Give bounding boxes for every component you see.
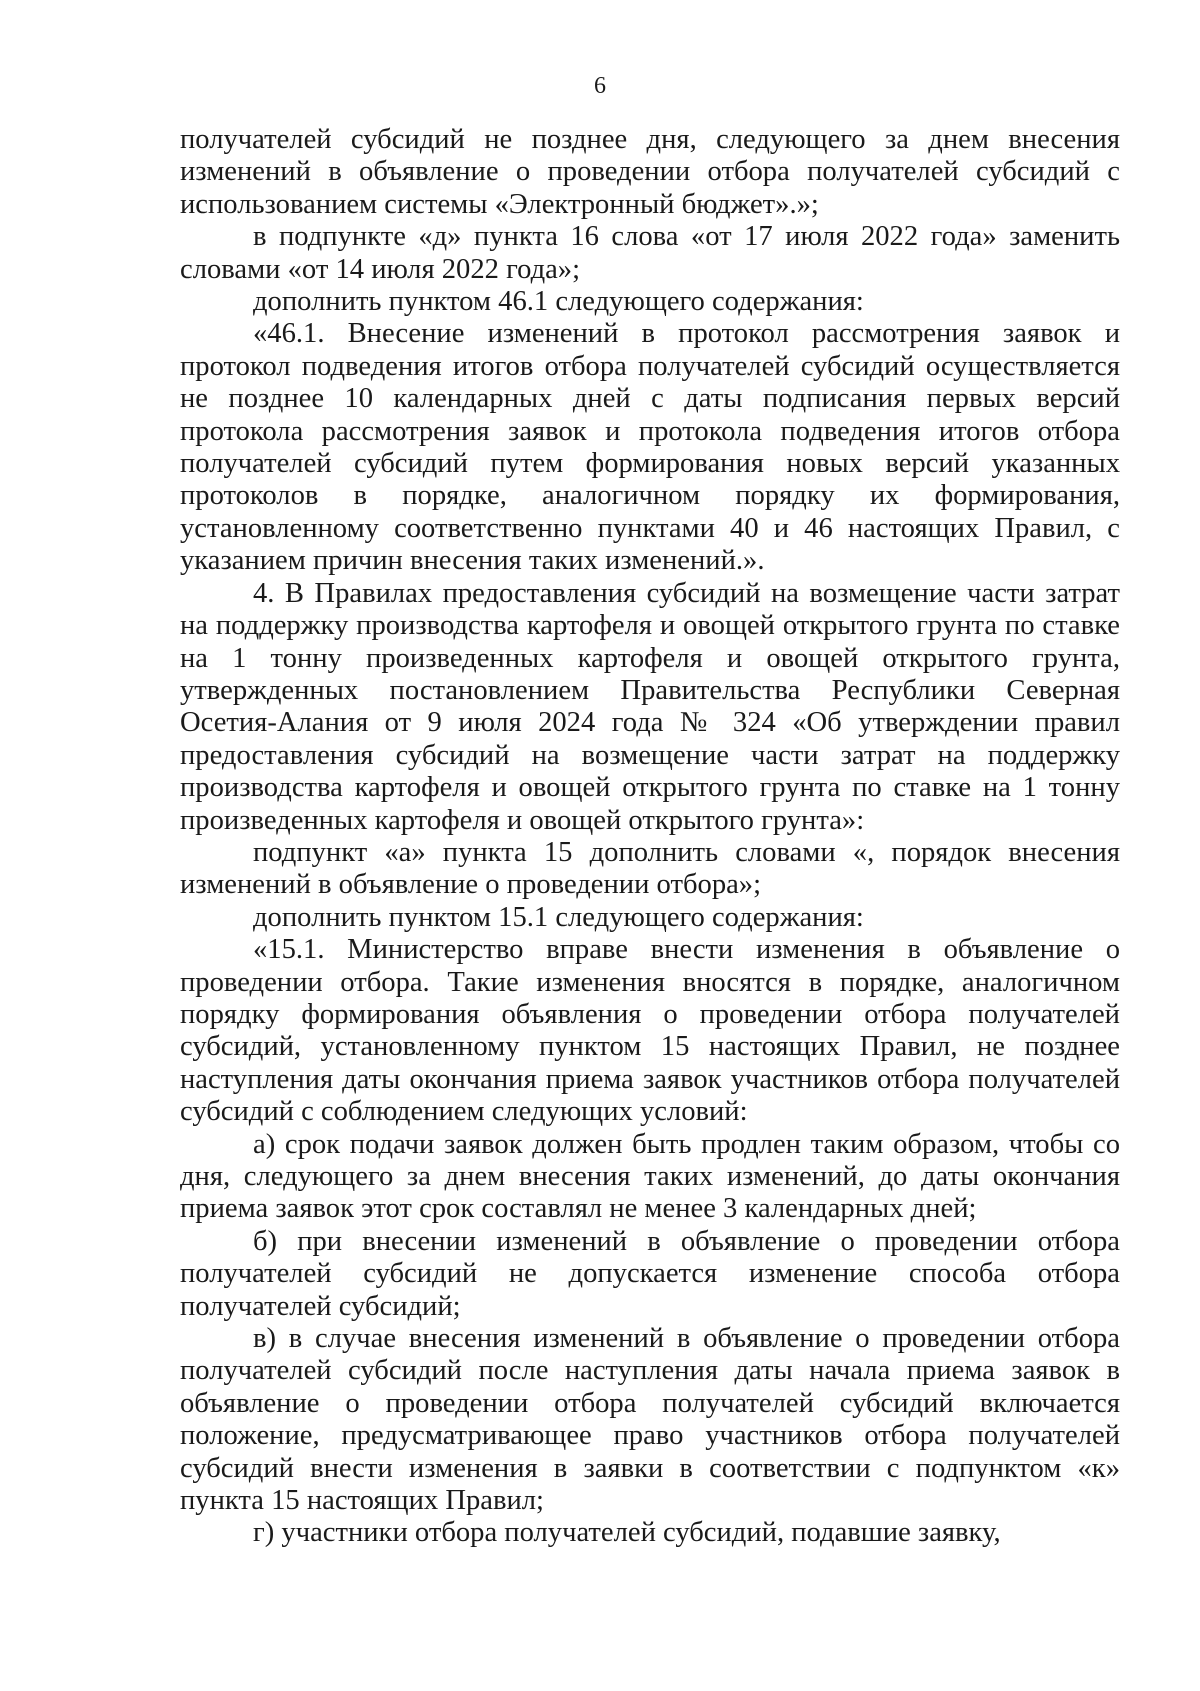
paragraph-continuation: получателей субсидий не позднее дня, следующего за днем внесения изменений в объявление о проведении отбора получателей субсидий с использованием системы «Электронный бюджет».»; — [180, 124, 1120, 220]
paragraph-condition-b: б) при внесении изменений в объявление о проведении отбора получателей субсидий не допускается изменение способа отбора получателей субсидий; — [180, 1225, 1120, 1322]
paragraph-condition-a: а) срок подачи заявок должен быть продлен таким образом, чтобы со дня, следующего за днем внесения таких изменений, до даты окончания приема заявок этот срок составлял не менее 3 календарных дней; — [180, 1128, 1120, 1225]
document-body — [180, 124, 1120, 1550]
paragraph-add-point-15-1: дополнить пунктом 15.1 следующего содержания: — [253, 901, 864, 933]
paragraph-amend-subparagraph-d: в подпункте «д» пункта 16 слова «от 17 июля 2022 года» заменить словами «от 14 июля 2022 года»; — [180, 221, 1120, 285]
paragraph-section-4: 4. В Правилах предоставления субсидий на возмещение части затрат на поддержку производства картофеля и овощей открытого грунта по ставке на 1 тонну произведенных картофеля и овощей открытого грунта, утвержденных постановлением Правительства Республики Северная Осетия-Алания от 9 июля 2024 года № 324 «Об утверждении правил предоставления субсидий на возмещение части затрат на поддержку производства картофеля и овощей открытого грунта по ставке на 1 тонну произведенных картофеля и овощей открытого грунта»: — [180, 577, 1120, 836]
page-number: 6 — [594, 73, 606, 99]
paragraph-point-15-1: «15.1. Министерство вправе внести изменения в объявление о проведении отбора. Такие изменения вносятся в порядке, аналогичном порядку формирования объявления о проведении отбора получателей субсидий, установленному пунктом 15 настоящих Правил, не позднее наступления даты окончания приема заявок участников отбора получателей субсидий с соблюдением следующих условий: — [180, 934, 1120, 1128]
paragraph-point-46-1: «46.1. Внесение изменений в протокол рассмотрения заявок и протокол подведения итогов отбора получателей субсидий осуществляется не позднее 10 календарных дней с даты подписания первых версий протокола рассмотрения заявок и протокола подведения итогов отбора получателей субсидий путем формирования новых версий указанных протоколов в порядке, аналогичном порядку их формирования, установленному соответственно пунктами 40 и 46 настоящих Правил, с указанием причин внесения таких изменений.». — [180, 318, 1120, 577]
paragraph-condition-v: в) в случае внесения изменений в объявление о проведении отбора получателей субсидий после наступления даты начала приема заявок в объявление о проведении отбора получателей субсидий включается положение, предусматривающее право участников отбора получателей субсидий внести изменения в заявки в соответствии с подпунктом «к» пункта 15 настоящих Правил; — [180, 1323, 1120, 1517]
paragraph-condition-g: г) участники отбора получателей субсидий, подавшие заявку, — [253, 1517, 1001, 1549]
paragraph-amend-subparagraph-a: подпункт «а» пункта 15 дополнить словами «, порядок внесения изменений в объявление о проведении отбора»; — [180, 836, 1120, 901]
paragraph-add-point-46-1: дополнить пунктом 46.1 следующего содержания: — [253, 286, 864, 318]
